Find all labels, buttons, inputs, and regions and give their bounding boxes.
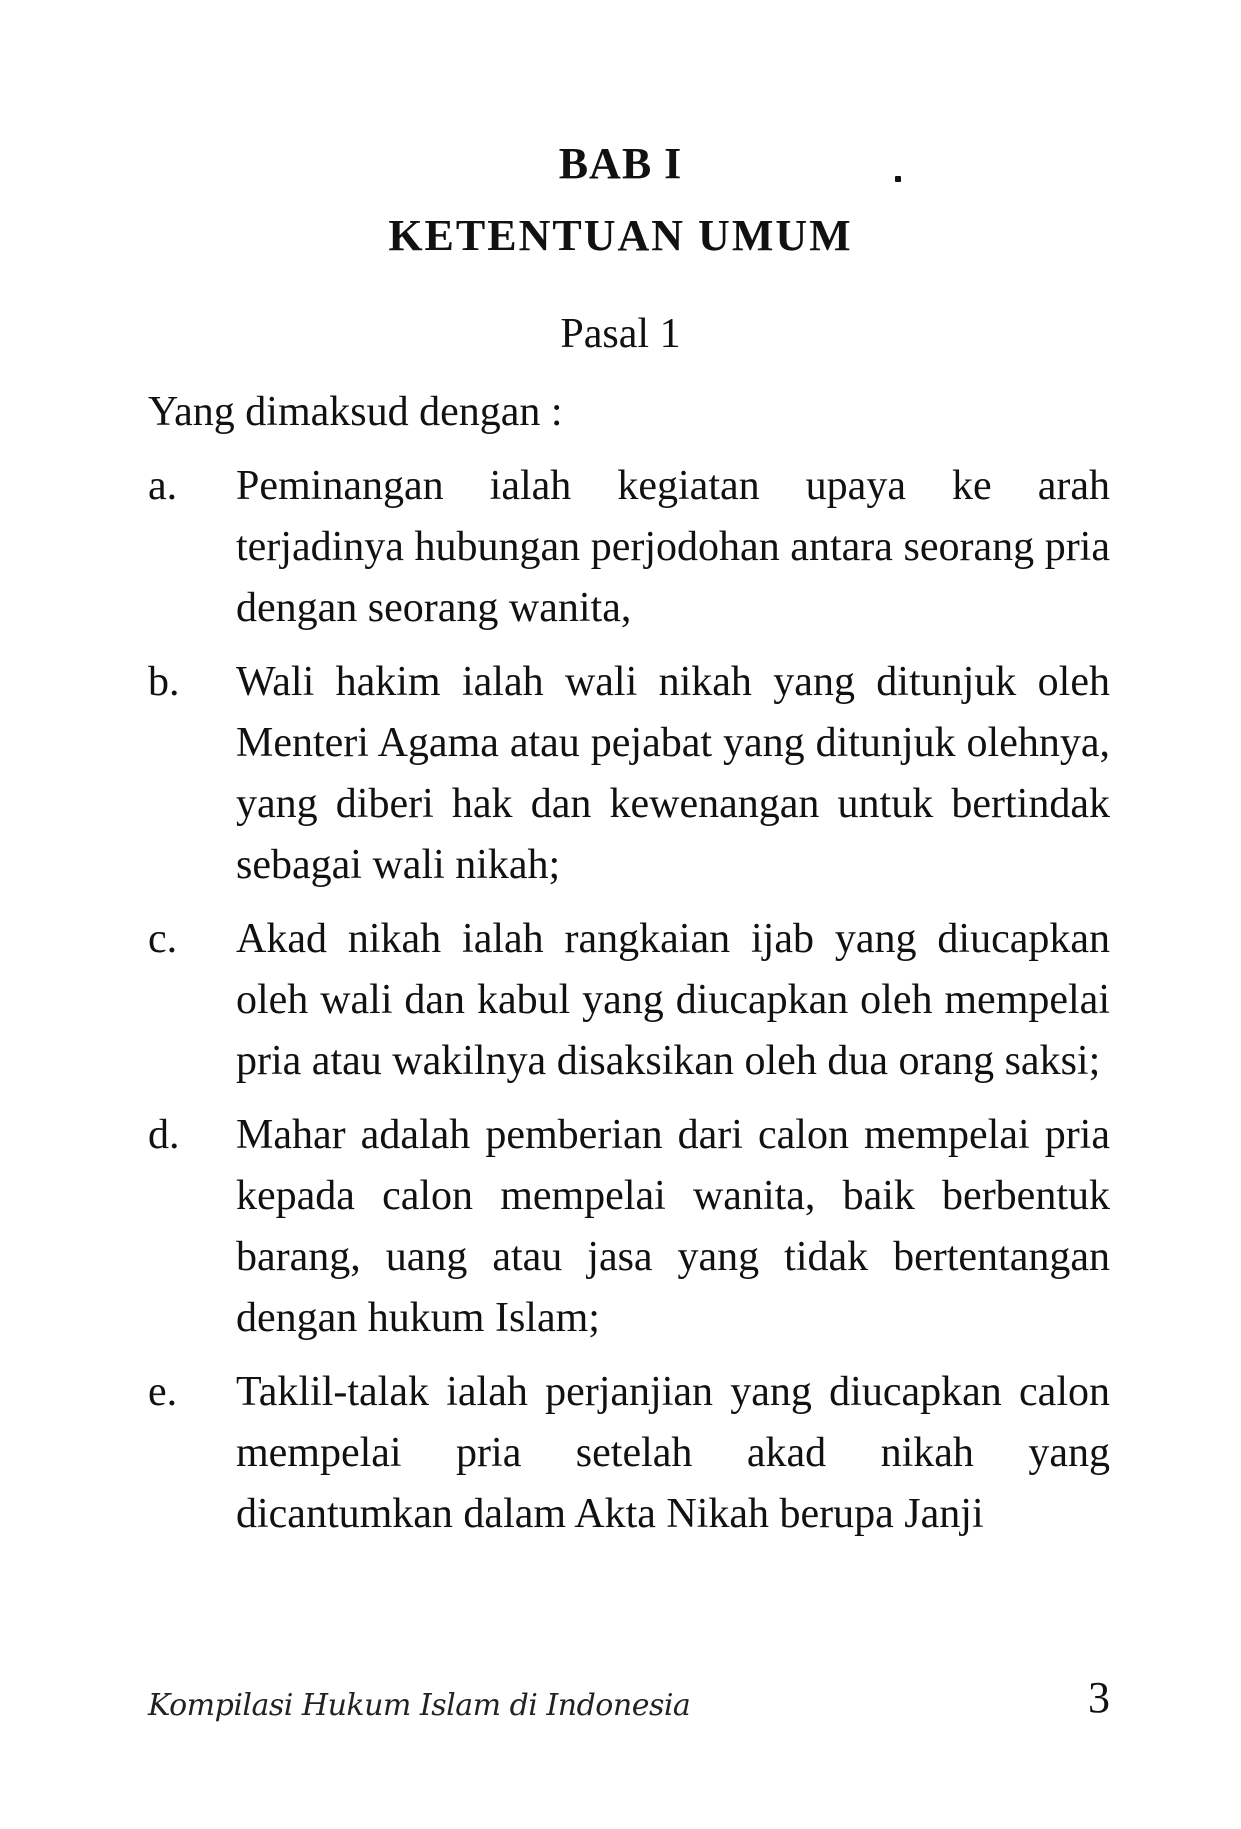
definition-letter: c.	[148, 916, 178, 962]
intro-text: Yang dimaksud dengan :	[148, 389, 563, 435]
article-label: Pasal 1	[560, 311, 681, 357]
definition-text: Akad nikah ialah rangkaian ijab yang diucapkan oleh wali dan kabul yang diucapkan oleh mempelai pria atau wakilnya disaksikan oleh dua orang saksi;	[236, 916, 1110, 1084]
definition-text: Wali hakim ialah wali nikah yang ditunjuk oleh Menteri Agama atau pejabat yang ditunjuk olehnya, yang diberi hak dan kewenangan untuk bertindak sebagai wali nikah;	[236, 659, 1110, 888]
definition-item	[148, 1362, 1110, 1545]
chapter-title: KETENTUAN UMUM	[388, 211, 853, 260]
definition-item	[148, 909, 1110, 1092]
definition-letter: d.	[148, 1112, 180, 1158]
chapter-number: BAB I	[558, 139, 683, 188]
print-speck	[895, 176, 901, 182]
definition-text: Peminangan ialah kegiatan upaya ke arah terjadinya hubungan perjodohan antara seorang pria dengan seorang wanita,	[236, 463, 1110, 631]
definition-letter: e.	[148, 1369, 178, 1415]
definition-item	[148, 456, 1110, 639]
definition-item	[148, 652, 1110, 896]
definition-item	[148, 1105, 1110, 1349]
footer-book-title: Kompilasi Hukum Islam di Indonesia	[148, 1688, 691, 1723]
definition-text: Mahar adalah pemberian dari calon mempelai pria kepada calon mempelai wanita, baik berbentuk barang, uang atau jasa yang tidak bertentangan dengan hukum Islam;	[236, 1112, 1110, 1341]
definition-letter: a.	[148, 463, 178, 509]
definition-letter: b.	[148, 659, 180, 705]
page-number: 3	[1088, 1673, 1110, 1722]
definition-list	[148, 456, 1110, 1558]
definition-text: Taklil-talak ialah perjanjian yang diucapkan calon mempelai pria setelah akad nikah yang dicantumkan dalam Akta Nikah berupa Janji	[236, 1369, 1110, 1537]
